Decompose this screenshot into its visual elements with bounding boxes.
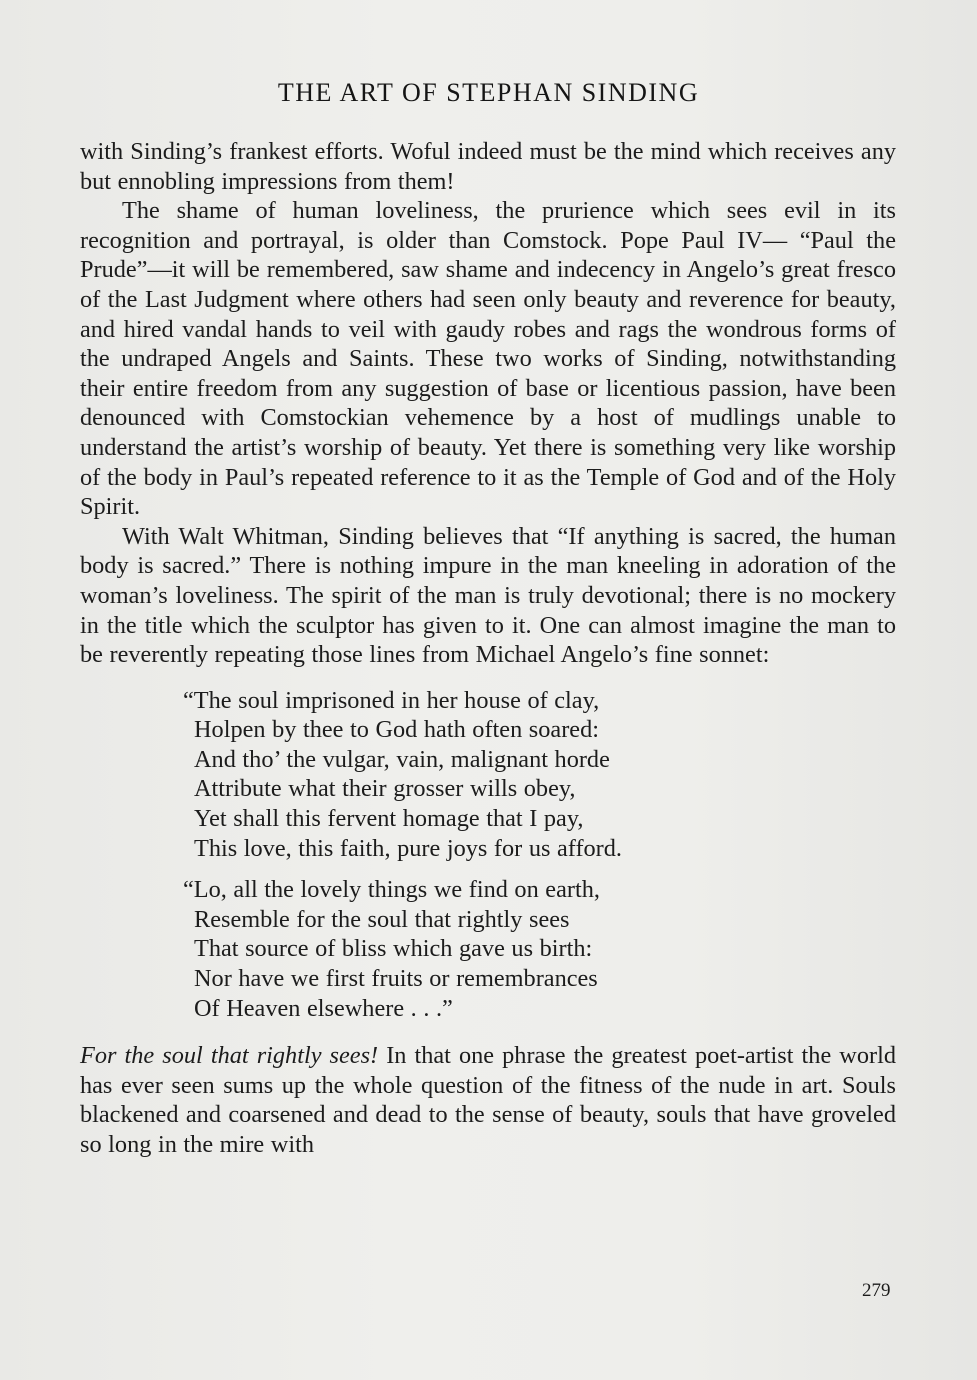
poem-line: This love, this faith, pure joys for us afford. xyxy=(194,834,622,862)
poem-line: Resemble for the soul that rightly sees xyxy=(194,905,570,933)
poem-stanza-2 xyxy=(183,875,896,1023)
poem-line: That source of bliss which gave us birth: xyxy=(194,935,593,963)
poem-line: “The soul imprisoned in her house of clay, xyxy=(183,686,600,714)
body-text xyxy=(80,137,896,1160)
paragraph-closing xyxy=(80,1041,896,1159)
page-number: 279 xyxy=(862,1280,891,1301)
poem-stanza-1 xyxy=(183,686,896,864)
poem-line: Nor have we first fruits or remembrances xyxy=(194,965,598,993)
poem-line: “Lo, all the lovely things we find on earth, xyxy=(183,876,600,904)
sonnet-quotation xyxy=(80,686,896,1024)
poem-line: Yet shall this fervent homage that I pay, xyxy=(194,805,584,833)
poem-line: And tho’ the vulgar, vain, malignant horde xyxy=(194,745,610,773)
poem-line: Attribute what their grosser wills obey, xyxy=(194,775,576,803)
paragraph-continued: with Sinding’s frankest efforts. Woful indeed must be the mind which receives any but ennobling impressions from them! xyxy=(80,138,896,195)
poem-line: Holpen by thee to God hath often soared: xyxy=(194,716,599,744)
poem-line: Of Heaven elsewhere . . .” xyxy=(194,994,453,1022)
paragraph-walt-whitman: With Walt Whitman, Sinding believes that “If anything is sacred, the human body is sacred.” There is nothing impure in the man kneeling in adoration of the woman’s loveliness. The spirit of the man is truly devotional; there is no mockery in the title which the sculptor has given to it. One can almost imagine the man to be reverently repeating those lines from Michael Angelo’s fine sonnet: xyxy=(80,522,896,669)
running-title: THE ART OF STEPHAN SINDING xyxy=(277,78,700,107)
italic-phrase: For the soul that rightly sees! xyxy=(80,1042,379,1070)
closing-text: In that one phrase the greatest poet-artist the world has ever seen sums up the whole question of the fitness of the nude in art. Souls blackened and coarsened and dead to the sense of beauty, souls that have groveled so long in the mire with xyxy=(80,1042,896,1158)
paragraph-shame-of-loveliness: The shame of human loveliness, the prurience which sees evil in its recognition and portrayal, is older than Comstock. Pope Paul IV— “Paul the Prude”—it will be remembered, saw shame and indecency in Angelo’s great fresco of the Last Judgment where others had seen only beauty and reverence for beauty, and hired vandal hands to veil with gaudy robes and rags the wondrous forms of the undraped Angels and Saints. These two works of Sinding, notwithstanding their entire freedom from any suggestion of base or licentious passion, have been denounced with Comstockian vehemence by a host of mudlings unable to understand the artist’s worship of beauty. Yet there is something very like worship of the body in Paul’s repeated reference to it as the Temple of God and of the Holy Spirit. xyxy=(80,197,896,521)
